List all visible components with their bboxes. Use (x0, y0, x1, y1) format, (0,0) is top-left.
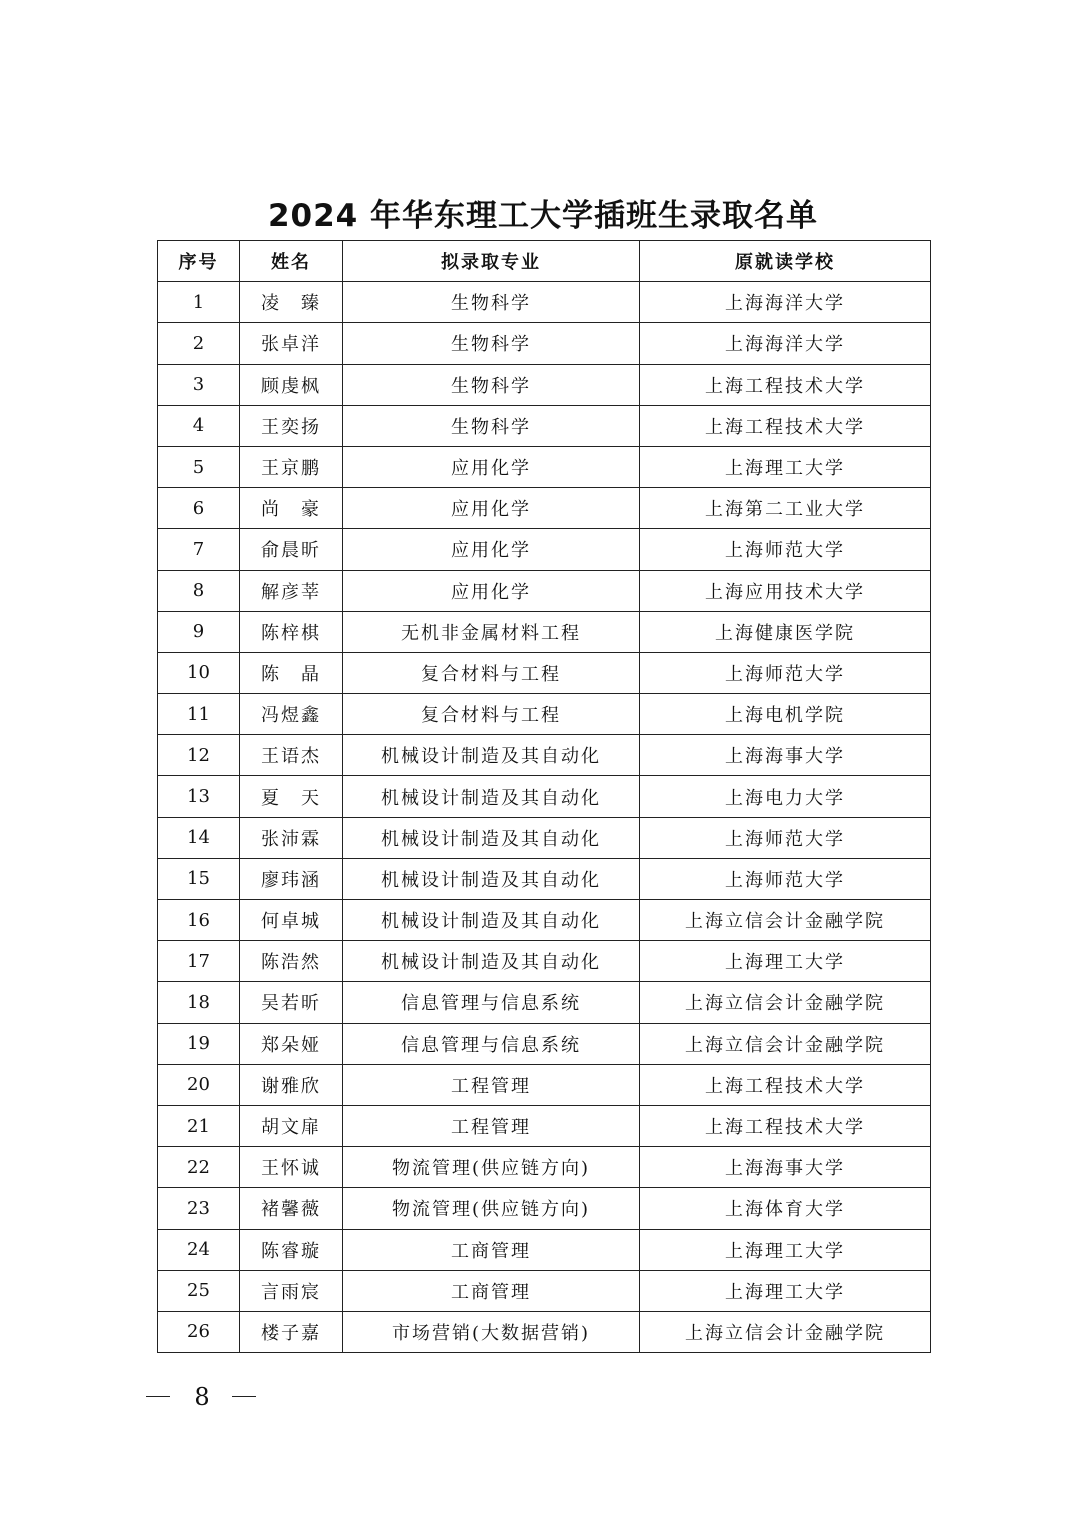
table-row (158, 446, 931, 487)
cell-name: 凌 臻 (240, 282, 343, 323)
cell-school: 上海立信会计金融学院 (640, 1023, 931, 1064)
cell-no: 19 (158, 1023, 240, 1064)
cell-name: 解彦莘 (240, 570, 343, 611)
cell-major: 机械设计制造及其自动化 (343, 817, 640, 858)
cell-no: 10 (158, 652, 240, 693)
cell-school: 上海第二工业大学 (640, 488, 931, 529)
table-row (158, 1023, 931, 1064)
table-row (158, 364, 931, 405)
cell-no: 2 (158, 323, 240, 364)
cell-major: 应用化学 (343, 570, 640, 611)
cell-major: 物流管理(供应链方向) (343, 1188, 640, 1229)
cell-name: 俞晨昕 (240, 529, 343, 570)
cell-major: 生物科学 (343, 405, 640, 446)
table-row (158, 776, 931, 817)
cell-major: 生物科学 (343, 323, 640, 364)
cell-school: 上海应用技术大学 (640, 570, 931, 611)
cell-no: 24 (158, 1229, 240, 1270)
cell-name: 陈 晶 (240, 652, 343, 693)
cell-major: 工程管理 (343, 1064, 640, 1105)
cell-school: 上海理工大学 (640, 446, 931, 487)
cell-school: 上海理工大学 (640, 1270, 931, 1311)
cell-major: 机械设计制造及其自动化 (343, 858, 640, 899)
cell-name: 尚 豪 (240, 488, 343, 529)
table-row (158, 941, 931, 982)
cell-school: 上海体育大学 (640, 1188, 931, 1229)
table-row (158, 982, 931, 1023)
cell-major: 应用化学 (343, 446, 640, 487)
table-row (158, 1311, 931, 1352)
cell-school: 上海电机学院 (640, 694, 931, 735)
cell-no: 15 (158, 858, 240, 899)
table-row (158, 817, 931, 858)
cell-major: 复合材料与工程 (343, 694, 640, 735)
table-row (158, 570, 931, 611)
cell-school: 上海海洋大学 (640, 323, 931, 364)
cell-no: 23 (158, 1188, 240, 1229)
table-row (158, 1064, 931, 1105)
cell-no: 18 (158, 982, 240, 1023)
cell-school: 上海海事大学 (640, 735, 931, 776)
cell-name: 陈睿璇 (240, 1229, 343, 1270)
admission-table (157, 240, 931, 1353)
cell-school: 上海海事大学 (640, 1147, 931, 1188)
table-row (158, 858, 931, 899)
cell-major: 工商管理 (343, 1229, 640, 1270)
cell-no: 20 (158, 1064, 240, 1105)
cell-major: 工商管理 (343, 1270, 640, 1311)
table-row (158, 1188, 931, 1229)
cell-school: 上海工程技术大学 (640, 1064, 931, 1105)
cell-name: 吴若昕 (240, 982, 343, 1023)
cell-major: 无机非金属材料工程 (343, 611, 640, 652)
header-no: 序号 (158, 241, 240, 282)
cell-name: 夏 天 (240, 776, 343, 817)
cell-name: 王怀诚 (240, 1147, 343, 1188)
cell-school: 上海师范大学 (640, 858, 931, 899)
cell-no: 26 (158, 1311, 240, 1352)
cell-no: 14 (158, 817, 240, 858)
cell-no: 3 (158, 364, 240, 405)
cell-name: 胡文扉 (240, 1105, 343, 1146)
cell-major: 信息管理与信息系统 (343, 982, 640, 1023)
cell-name: 楼子嘉 (240, 1311, 343, 1352)
cell-no: 13 (158, 776, 240, 817)
cell-name: 冯煜鑫 (240, 694, 343, 735)
footer-dash-right (232, 1396, 256, 1397)
cell-major: 复合材料与工程 (343, 652, 640, 693)
cell-name: 谢雅欣 (240, 1064, 343, 1105)
table-row (158, 735, 931, 776)
cell-no: 1 (158, 282, 240, 323)
header-name: 姓名 (240, 241, 343, 282)
cell-no: 16 (158, 900, 240, 941)
header-school: 原就读学校 (640, 241, 931, 282)
table-row (158, 1147, 931, 1188)
cell-no: 22 (158, 1147, 240, 1188)
cell-name: 王京鹏 (240, 446, 343, 487)
cell-major: 物流管理(供应链方向) (343, 1147, 640, 1188)
cell-name: 张沛霖 (240, 817, 343, 858)
cell-school: 上海师范大学 (640, 529, 931, 570)
cell-name: 陈梓棋 (240, 611, 343, 652)
cell-school: 上海电力大学 (640, 776, 931, 817)
cell-name: 言雨宸 (240, 1270, 343, 1311)
cell-name: 褚馨薇 (240, 1188, 343, 1229)
cell-name: 王语杰 (240, 735, 343, 776)
cell-major: 机械设计制造及其自动化 (343, 941, 640, 982)
cell-no: 21 (158, 1105, 240, 1146)
cell-major: 机械设计制造及其自动化 (343, 776, 640, 817)
cell-no: 11 (158, 694, 240, 735)
cell-no: 9 (158, 611, 240, 652)
cell-name: 顾虔枫 (240, 364, 343, 405)
cell-no: 25 (158, 1270, 240, 1311)
cell-school: 上海工程技术大学 (640, 364, 931, 405)
table-row (158, 900, 931, 941)
cell-major: 工程管理 (343, 1105, 640, 1146)
cell-school: 上海理工大学 (640, 941, 931, 982)
table-row (158, 488, 931, 529)
cell-school: 上海理工大学 (640, 1229, 931, 1270)
table-row (158, 323, 931, 364)
table-row (158, 405, 931, 446)
cell-school: 上海海洋大学 (640, 282, 931, 323)
cell-major: 机械设计制造及其自动化 (343, 735, 640, 776)
table-row (158, 1229, 931, 1270)
table-row (158, 611, 931, 652)
table-row (158, 1270, 931, 1311)
cell-school: 上海立信会计金融学院 (640, 982, 931, 1023)
cell-school: 上海工程技术大学 (640, 405, 931, 446)
cell-major: 机械设计制造及其自动化 (343, 900, 640, 941)
cell-school: 上海工程技术大学 (640, 1105, 931, 1146)
cell-no: 8 (158, 570, 240, 611)
cell-school: 上海师范大学 (640, 817, 931, 858)
page-number: 8 (194, 1383, 210, 1411)
table-row (158, 529, 931, 570)
cell-no: 5 (158, 446, 240, 487)
cell-name: 王奕扬 (240, 405, 343, 446)
cell-no: 17 (158, 941, 240, 982)
cell-school: 上海师范大学 (640, 652, 931, 693)
cell-major: 信息管理与信息系统 (343, 1023, 640, 1064)
table-row (158, 694, 931, 735)
table-row (158, 652, 931, 693)
cell-school: 上海立信会计金融学院 (640, 1311, 931, 1352)
cell-major: 应用化学 (343, 529, 640, 570)
cell-no: 4 (158, 405, 240, 446)
cell-name: 张卓洋 (240, 323, 343, 364)
header-major: 拟录取专业 (343, 241, 640, 282)
cell-major: 生物科学 (343, 282, 640, 323)
cell-school: 上海健康医学院 (640, 611, 931, 652)
cell-name: 廖玮涵 (240, 858, 343, 899)
cell-school: 上海立信会计金融学院 (640, 900, 931, 941)
cell-name: 郑朵娅 (240, 1023, 343, 1064)
page-title: 2024 年华东理工大学插班生录取名单 (267, 198, 819, 234)
footer-dash-left (146, 1396, 170, 1397)
cell-name: 何卓城 (240, 900, 343, 941)
table-row (158, 282, 931, 323)
cell-no: 7 (158, 529, 240, 570)
cell-major: 市场营销(大数据营销) (343, 1311, 640, 1352)
cell-no: 12 (158, 735, 240, 776)
table-header-row (158, 241, 931, 282)
table-row (158, 1105, 931, 1146)
cell-name: 陈浩然 (240, 941, 343, 982)
page-footer (140, 1380, 260, 1414)
cell-major: 生物科学 (343, 364, 640, 405)
cell-no: 6 (158, 488, 240, 529)
cell-major: 应用化学 (343, 488, 640, 529)
table-body (158, 282, 931, 1353)
